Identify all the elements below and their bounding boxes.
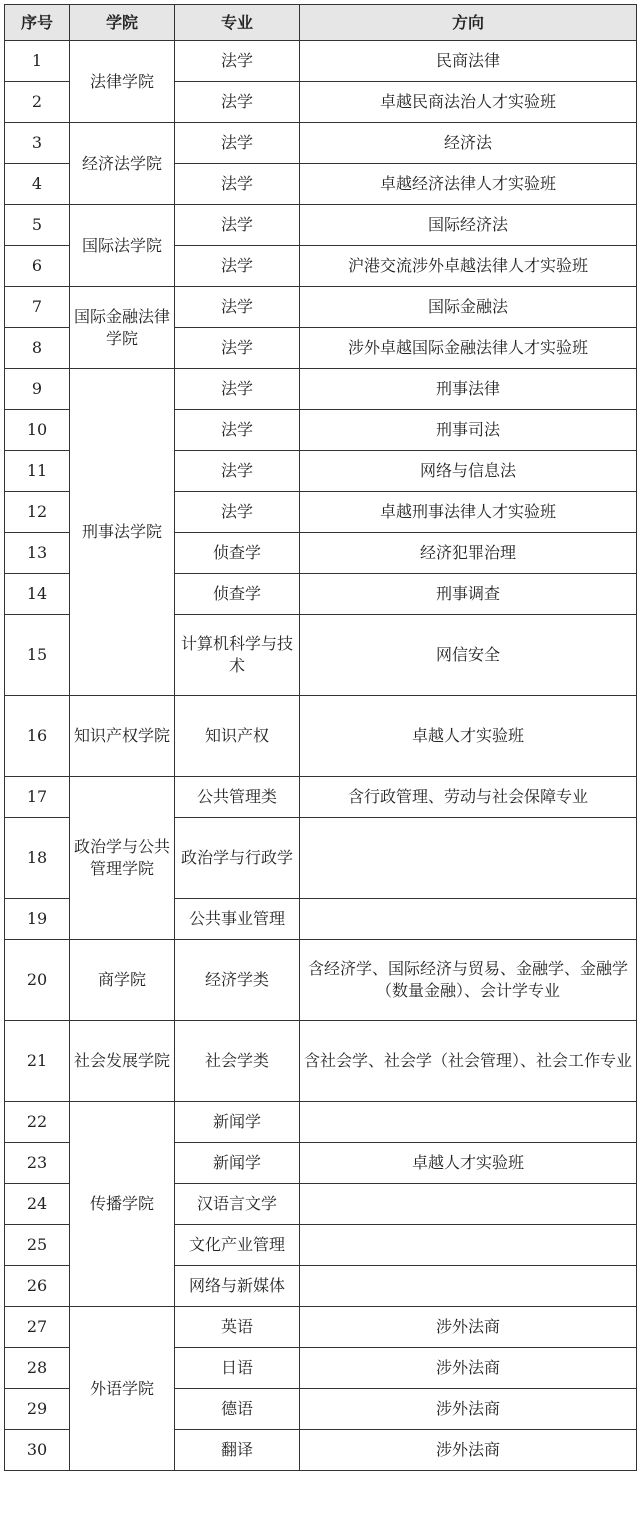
college-name: 刑事法学院 xyxy=(70,369,175,696)
direction-text: 刑事调查 xyxy=(300,574,637,615)
major-name: 新闻学 xyxy=(175,1143,300,1184)
college-name: 知识产权学院 xyxy=(70,696,175,777)
row-number: 9 xyxy=(5,369,70,410)
college-name: 国际金融法律学院 xyxy=(70,287,175,369)
direction-text: 卓越人才实验班 xyxy=(300,1143,637,1184)
college-name: 传播学院 xyxy=(70,1102,175,1307)
row-number: 19 xyxy=(5,899,70,940)
major-name: 法学 xyxy=(175,123,300,164)
college-name: 商学院 xyxy=(70,940,175,1021)
row-number: 14 xyxy=(5,574,70,615)
major-name: 新闻学 xyxy=(175,1102,300,1143)
major-name: 法学 xyxy=(175,369,300,410)
college-name: 政治学与公共管理学院 xyxy=(70,777,175,940)
direction-text: 含社会学、社会学（社会管理）、社会工作专业 xyxy=(300,1021,637,1102)
row-number: 16 xyxy=(5,696,70,777)
table-row xyxy=(5,1102,637,1143)
major-name: 计算机科学与技术 xyxy=(175,615,300,696)
row-number: 4 xyxy=(5,164,70,205)
direction-text: 涉外法商 xyxy=(300,1348,637,1389)
row-number: 1 xyxy=(5,41,70,82)
direction-text: 沪港交流涉外卓越法律人才实验班 xyxy=(300,246,637,287)
row-number: 12 xyxy=(5,492,70,533)
direction-text xyxy=(300,899,637,940)
college-name: 经济法学院 xyxy=(70,123,175,205)
major-name: 法学 xyxy=(175,41,300,82)
major-name: 知识产权 xyxy=(175,696,300,777)
major-name: 法学 xyxy=(175,164,300,205)
major-name: 侦查学 xyxy=(175,574,300,615)
major-name: 法学 xyxy=(175,246,300,287)
direction-text xyxy=(300,1184,637,1225)
table-row xyxy=(5,41,637,82)
row-number: 24 xyxy=(5,1184,70,1225)
major-name: 政治学与行政学 xyxy=(175,818,300,899)
major-name: 网络与新媒体 xyxy=(175,1266,300,1307)
row-number: 8 xyxy=(5,328,70,369)
major-name: 英语 xyxy=(175,1307,300,1348)
major-name: 德语 xyxy=(175,1389,300,1430)
row-number: 28 xyxy=(5,1348,70,1389)
table-row xyxy=(5,369,637,410)
direction-text: 国际金融法 xyxy=(300,287,637,328)
direction-text: 刑事司法 xyxy=(300,410,637,451)
direction-text: 经济法 xyxy=(300,123,637,164)
row-number: 15 xyxy=(5,615,70,696)
college-name: 外语学院 xyxy=(70,1307,175,1471)
row-number: 22 xyxy=(5,1102,70,1143)
table-row xyxy=(5,205,637,246)
direction-text: 卓越刑事法律人才实验班 xyxy=(300,492,637,533)
major-name: 法学 xyxy=(175,492,300,533)
major-name: 法学 xyxy=(175,82,300,123)
row-number: 29 xyxy=(5,1389,70,1430)
direction-text: 卓越人才实验班 xyxy=(300,696,637,777)
row-number: 13 xyxy=(5,533,70,574)
row-number: 27 xyxy=(5,1307,70,1348)
direction-text: 经济犯罪治理 xyxy=(300,533,637,574)
header-major: 专业 xyxy=(175,5,300,41)
row-number: 5 xyxy=(5,205,70,246)
row-number: 6 xyxy=(5,246,70,287)
direction-text: 民商法律 xyxy=(300,41,637,82)
direction-text xyxy=(300,1266,637,1307)
college-name: 社会发展学院 xyxy=(70,1021,175,1102)
major-name: 公共事业管理 xyxy=(175,899,300,940)
row-number: 18 xyxy=(5,818,70,899)
program-table xyxy=(4,4,637,1471)
direction-text xyxy=(300,1225,637,1266)
table-row xyxy=(5,1307,637,1348)
table-row xyxy=(5,777,637,818)
major-name: 法学 xyxy=(175,451,300,492)
major-name: 汉语言文学 xyxy=(175,1184,300,1225)
direction-text: 刑事法律 xyxy=(300,369,637,410)
row-number: 21 xyxy=(5,1021,70,1102)
row-number: 17 xyxy=(5,777,70,818)
direction-text: 涉外法商 xyxy=(300,1430,637,1471)
direction-text: 涉外卓越国际金融法律人才实验班 xyxy=(300,328,637,369)
table-row xyxy=(5,123,637,164)
row-number: 23 xyxy=(5,1143,70,1184)
row-number: 10 xyxy=(5,410,70,451)
row-number: 11 xyxy=(5,451,70,492)
major-name: 公共管理类 xyxy=(175,777,300,818)
row-number: 3 xyxy=(5,123,70,164)
major-name: 社会学类 xyxy=(175,1021,300,1102)
row-number: 26 xyxy=(5,1266,70,1307)
major-name: 侦查学 xyxy=(175,533,300,574)
header-row xyxy=(5,5,637,41)
direction-text: 网信安全 xyxy=(300,615,637,696)
direction-text: 网络与信息法 xyxy=(300,451,637,492)
direction-text: 含经济学、国际经济与贸易、金融学、金融学（数量金融）、会计学专业 xyxy=(300,940,637,1021)
row-number: 30 xyxy=(5,1430,70,1471)
major-name: 法学 xyxy=(175,205,300,246)
direction-text: 涉外法商 xyxy=(300,1307,637,1348)
row-number: 7 xyxy=(5,287,70,328)
table-row xyxy=(5,696,637,777)
major-name: 翻译 xyxy=(175,1430,300,1471)
direction-text: 含行政管理、劳动与社会保障专业 xyxy=(300,777,637,818)
table-row xyxy=(5,1021,637,1102)
header-direction: 方向 xyxy=(300,5,637,41)
table-row xyxy=(5,287,637,328)
direction-text xyxy=(300,818,637,899)
header-no: 序号 xyxy=(5,5,70,41)
major-name: 经济学类 xyxy=(175,940,300,1021)
major-name: 法学 xyxy=(175,410,300,451)
direction-text: 卓越经济法律人才实验班 xyxy=(300,164,637,205)
college-name: 法律学院 xyxy=(70,41,175,123)
college-name: 国际法学院 xyxy=(70,205,175,287)
row-number: 2 xyxy=(5,82,70,123)
row-number: 25 xyxy=(5,1225,70,1266)
row-number: 20 xyxy=(5,940,70,1021)
table-body xyxy=(5,41,637,1471)
direction-text: 卓越民商法治人才实验班 xyxy=(300,82,637,123)
direction-text xyxy=(300,1102,637,1143)
direction-text: 涉外法商 xyxy=(300,1389,637,1430)
table-row xyxy=(5,940,637,1021)
major-name: 法学 xyxy=(175,328,300,369)
header-college: 学院 xyxy=(70,5,175,41)
major-name: 法学 xyxy=(175,287,300,328)
major-name: 日语 xyxy=(175,1348,300,1389)
major-name: 文化产业管理 xyxy=(175,1225,300,1266)
direction-text: 国际经济法 xyxy=(300,205,637,246)
